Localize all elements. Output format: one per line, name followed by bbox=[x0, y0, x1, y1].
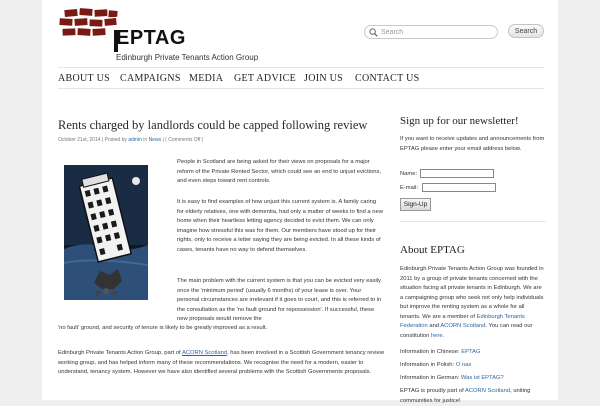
comments-status: | ( Comments Off ) bbox=[162, 137, 204, 143]
about-title: About EPTAG bbox=[400, 244, 465, 256]
newsletter-title: Sign up for our newsletter! bbox=[400, 115, 519, 127]
nav-get-advice[interactable]: GET ADVICE bbox=[234, 73, 296, 84]
about-text: Edinburgh Private Tenants Action Group was founded in 2011 by a group of private tenants concerned with the situation facing all private tenants in Edinburgh. We are a campaigning group who seek not only help individuals but improve the renting system as a whole for all tenants. We are a member of Edinburgh Tenants Federation and ACORN Scotland. You can read our constitution here. bbox=[400, 266, 544, 339]
para4-after: , has been involved in a Scottish Government tenancy review working group, and has helped inform many of these recommendations. We recognise the need for a modern, easier to understand, tenancy system. However we have also identified several problems with the Scottish Governments proposals. bbox=[58, 350, 385, 375]
post-title[interactable]: Rents charged by landlords could be capped following review bbox=[58, 118, 368, 132]
in-label: in bbox=[143, 137, 148, 143]
post-author-link[interactable]: admin bbox=[128, 137, 142, 143]
post-paragraph-4 bbox=[58, 349, 384, 378]
name-label: Name: bbox=[400, 171, 418, 177]
about-text-before: Edinburgh Private Tenants Action Group was founded in 2011 by a group of private tenants concerned with the situation facing all private tenants in Edinburgh. We are a campaigning group who seek not only help individuals but improve the renting system as a whole for all tenants. We are a member of bbox=[400, 266, 544, 320]
nav-contact-us[interactable]: CONTACT US bbox=[355, 73, 420, 84]
newsletter-text: If you want to receive updates and announcements from EPTAG please enter your email address below. bbox=[400, 136, 545, 152]
acorn-footer-text bbox=[400, 387, 546, 406]
brick-wall-icon bbox=[58, 8, 118, 38]
page bbox=[42, 0, 558, 404]
falling-building-illustration bbox=[64, 165, 148, 300]
email-field[interactable] bbox=[422, 183, 496, 192]
info-chinese-link[interactable]: EPTAG bbox=[461, 349, 481, 355]
info-polish-link[interactable]: O nas bbox=[455, 362, 472, 368]
acorn-footer-link[interactable]: ACORN Scotland bbox=[464, 388, 511, 394]
eptag-logo[interactable] bbox=[58, 8, 259, 62]
constitution-link[interactable]: here bbox=[430, 332, 443, 339]
posted-by-label: | Posted by bbox=[101, 137, 127, 143]
footer-after: , uniting communities for justice! bbox=[400, 388, 531, 404]
post-paragraph-1: People in Scotland are being asked for their views on proposals for a major reform of the Private Rented Sector, which could see an end to unjust evictions, and even steps toward rent controls. bbox=[177, 159, 381, 184]
name-field[interactable] bbox=[420, 169, 494, 178]
post-paragraph-3: The main problem with the current system is that you can be evicted very easily once the 'minimum period' (usually 6 months) of your lease is over. Your personal circumstances are irrelevant if it goes to court, and this is referred to in the consultation as the 'no fault ground for repossession'. If successful, these new proposals would remove the bbox=[177, 278, 382, 322]
email-label: E-mail: bbox=[400, 185, 419, 191]
post-meta bbox=[58, 137, 203, 143]
acorn-scotland-sidebar-link[interactable]: ACORN Scotland bbox=[440, 323, 486, 329]
info-chinese-label: Information in Chinese: bbox=[400, 349, 460, 355]
info-chinese bbox=[400, 348, 546, 358]
info-polish-label: Information in Polish: bbox=[400, 362, 455, 368]
about-and: and bbox=[429, 323, 440, 329]
logo-subtitle: Edinburgh Private Tenants Action Group bbox=[116, 53, 259, 62]
post-paragraph-2: It is easy to find examples of how unjust this current system is. A family caring for elderly relatives, one with dementia, had only a matter of weeks to find a new home when their heartless letting agency decided to evict them. We can only imagine how stressful this was for them. Our members have stood up for their rights, only to receive a letter saying they are being evicted. In all these kinds of cases, tenants have no way to defend themselves. bbox=[177, 199, 383, 253]
sidebar-divider bbox=[400, 221, 546, 222]
signup-button[interactable]: Sign-Up bbox=[400, 198, 431, 211]
acorn-scotland-link[interactable]: ACORN Scotland bbox=[181, 350, 228, 356]
logo-wordmark: EPTAG bbox=[116, 27, 186, 49]
post-date: October 21st, 2014 bbox=[58, 137, 101, 143]
post-paragraph-3-tail: 'no fault' ground, and security of tenure is likely to be greatly improved as a result. bbox=[58, 325, 268, 331]
main-nav bbox=[58, 67, 544, 89]
info-polish bbox=[400, 361, 546, 371]
about-read: . You can read our constitution bbox=[400, 323, 533, 339]
search-box bbox=[364, 25, 498, 39]
info-german-link[interactable]: Was ist EPTAG? bbox=[460, 375, 504, 381]
info-german-label: Information in German: bbox=[400, 375, 460, 381]
nav-about-us[interactable]: ABOUT US bbox=[58, 73, 110, 84]
para4-before: Edinburgh Private Tenants Action Group, part of bbox=[58, 350, 181, 356]
nav-media[interactable]: MEDIA bbox=[189, 73, 224, 84]
etf-link[interactable]: Edinburgh Tenants Federation bbox=[400, 313, 525, 329]
post-category-link[interactable]: News bbox=[148, 137, 162, 143]
search-icon bbox=[369, 28, 378, 37]
footer-before: EPTAG is proudly part of bbox=[400, 388, 464, 394]
nav-join-us[interactable]: JOIN US bbox=[304, 73, 344, 84]
search-input[interactable] bbox=[381, 26, 493, 38]
info-german bbox=[400, 374, 546, 384]
search-button[interactable]: Search bbox=[508, 24, 544, 38]
nav-campaigns[interactable]: CAMPAIGNS bbox=[120, 73, 181, 84]
